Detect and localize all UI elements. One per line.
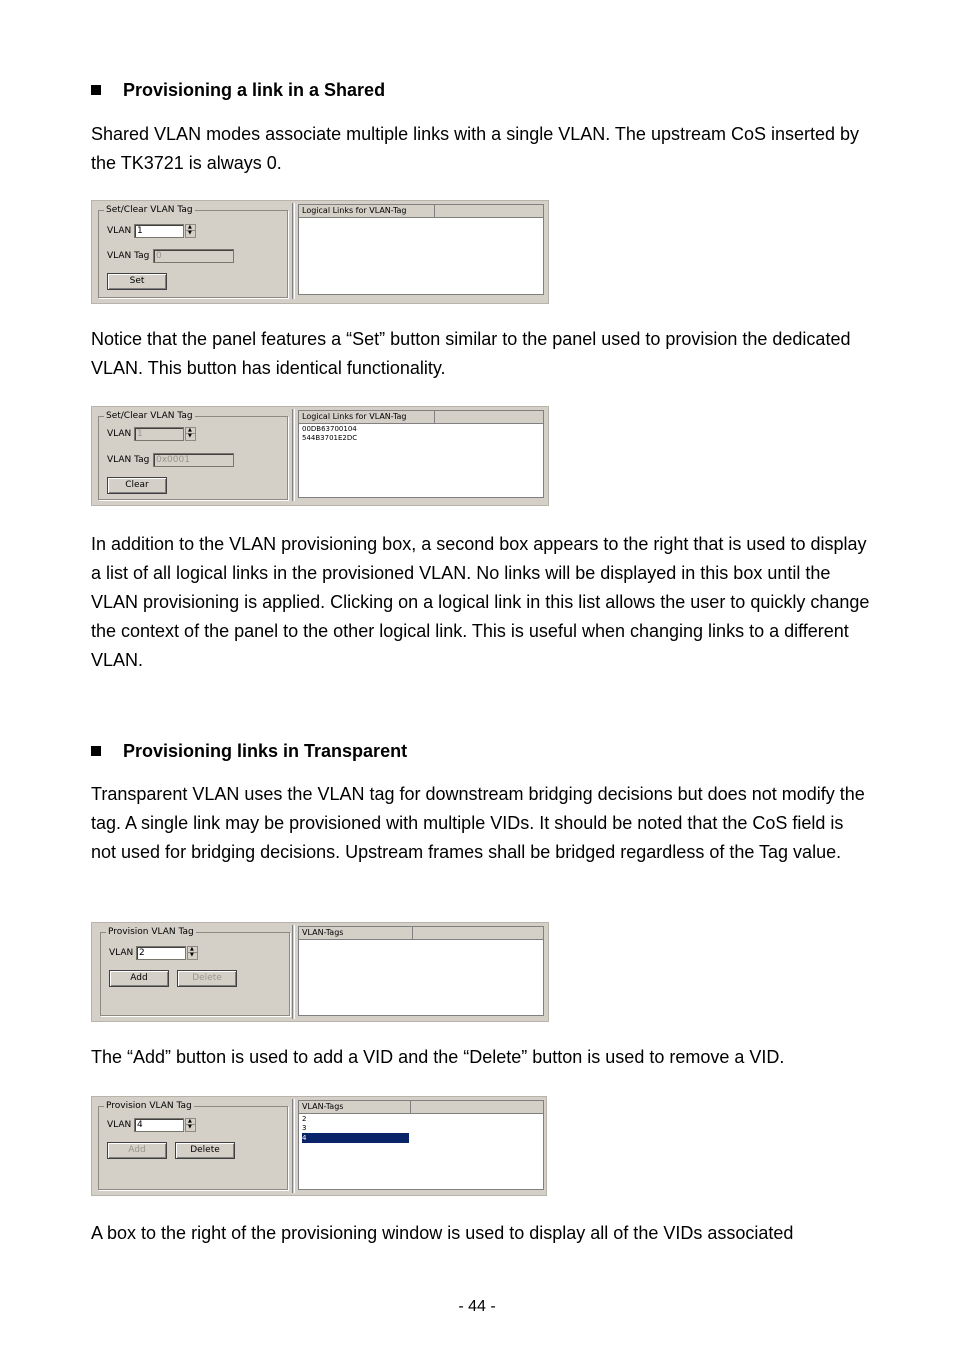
list-column-header-empty[interactable] bbox=[413, 927, 543, 940]
vlan-tags-list[interactable] bbox=[298, 1100, 544, 1190]
vlan-tag-field: 0 bbox=[153, 249, 234, 263]
notice-text: Notice that the panel features a “Set” button similar to the panel used to provision the dedicated VLAN. This button has identical functionality. bbox=[91, 329, 851, 378]
vlan-input[interactable]: 4 bbox=[134, 1118, 184, 1132]
add-button[interactable]: Add bbox=[109, 970, 169, 987]
section-heading-transparent: Provisioning links in Transparent bbox=[91, 740, 407, 762]
transparent-add-panel bbox=[91, 922, 549, 1022]
shared-clear-panel bbox=[91, 406, 549, 506]
transparent-intro: Transparent VLAN uses the VLAN tag for downstream bridging decisions but does not modify the tag. A single link may be provisioned with multiple VIDs. It should be noted that the CoS field is not used for bridging decisions. Upstream frames shall be bridged regardless of the Tag value. bbox=[91, 784, 865, 862]
list-item[interactable]: 3 bbox=[302, 1124, 307, 1132]
vlan-label: VLAN bbox=[107, 1120, 132, 1130]
list-column-header-empty[interactable] bbox=[411, 1101, 543, 1114]
set-button[interactable]: Set bbox=[107, 273, 167, 290]
body-text: In addition to the VLAN provisioning box, a second box appears to the right that is used to display a list of all logical links in the provisioned VLAN. No links will be displayed in this box until the VLAN provisioning is applied. Clicking on a logical link in this list allows the user to quickly change the context of the panel to the other logical link. This is useful when changing links to a different VLAN. bbox=[91, 534, 870, 670]
vlan-spinner[interactable] bbox=[187, 946, 198, 960]
section-heading-shared: Provisioning a link in a Shared bbox=[91, 79, 385, 101]
add-delete-text: The “Add” button is used to add a VID and the “Delete” button is used to remove a VID. bbox=[91, 1047, 785, 1067]
vlan-label: VLAN bbox=[107, 429, 132, 439]
logical-links-list[interactable] bbox=[298, 410, 544, 498]
panel-divider bbox=[292, 409, 295, 501]
shared-intro: Shared VLAN modes associate multiple links with a single VLAN. The upstream CoS inserted by the TK3721 is always 0. bbox=[91, 124, 860, 173]
panel-divider bbox=[292, 1099, 295, 1193]
shared-set-panel bbox=[91, 200, 549, 304]
vlan-tags-list[interactable] bbox=[298, 926, 544, 1016]
transparent-delete-panel bbox=[91, 1096, 547, 1196]
spin-down-icon[interactable]: ▼ bbox=[188, 1124, 192, 1130]
spin-up-icon[interactable]: ▲ bbox=[188, 1118, 192, 1124]
spin-down-icon[interactable]: ▼ bbox=[190, 952, 194, 958]
vlan-spinner bbox=[185, 427, 196, 441]
list-item[interactable]: 00DB63700104 bbox=[302, 425, 357, 433]
spin-down-icon: ▼ bbox=[188, 433, 192, 439]
group-title: Set/Clear VLAN Tag bbox=[106, 411, 193, 421]
closing-text: A box to the right of the provisioning window is used to display all of the VIDs associated bbox=[91, 1223, 794, 1243]
delete-button: Delete bbox=[177, 970, 237, 987]
list-column-header[interactable]: Logical Links for VLAN-Tag bbox=[299, 205, 435, 218]
panel-divider bbox=[292, 925, 295, 1019]
square-bullet-icon bbox=[91, 746, 101, 756]
vlan-tag-field: 0x0001 bbox=[153, 453, 234, 467]
vlan-spinner[interactable] bbox=[185, 1118, 196, 1132]
square-bullet-icon bbox=[91, 85, 101, 95]
clear-button[interactable]: Clear bbox=[107, 477, 167, 494]
list-item-selected[interactable]: 4 bbox=[302, 1133, 409, 1143]
spin-up-icon[interactable]: ▲ bbox=[188, 224, 192, 230]
group-title: Set/Clear VLAN Tag bbox=[106, 205, 193, 215]
vlan-tag-label: VLAN Tag bbox=[107, 251, 150, 261]
vlan-label: VLAN bbox=[109, 948, 134, 958]
vlan-input: 1 bbox=[134, 427, 184, 441]
spin-up-icon[interactable]: ▲ bbox=[190, 946, 194, 952]
list-column-header[interactable]: VLAN-Tags bbox=[299, 1101, 411, 1114]
vlan-label: VLAN bbox=[107, 226, 132, 236]
delete-button[interactable]: Delete bbox=[175, 1142, 235, 1159]
list-column-header[interactable]: VLAN-Tags bbox=[299, 927, 413, 940]
list-column-header-empty[interactable] bbox=[435, 411, 543, 424]
logical-links-list[interactable] bbox=[298, 204, 544, 295]
vlan-input[interactable]: 2 bbox=[136, 946, 186, 960]
page-number: - 44 - bbox=[458, 1298, 496, 1315]
vlan-input[interactable]: 1 bbox=[134, 224, 184, 238]
spin-up-icon: ▲ bbox=[188, 427, 192, 433]
group-title: Provision VLAN Tag bbox=[108, 927, 194, 937]
add-button: Add bbox=[107, 1142, 167, 1159]
panel-divider bbox=[292, 203, 295, 299]
vlan-spinner[interactable] bbox=[185, 224, 196, 238]
list-item[interactable]: 2 bbox=[302, 1115, 307, 1123]
list-column-header-empty[interactable] bbox=[435, 205, 543, 218]
spin-down-icon[interactable]: ▼ bbox=[188, 230, 192, 236]
vlan-tag-label: VLAN Tag bbox=[107, 455, 150, 465]
list-item[interactable]: 544B3701E2DC bbox=[302, 434, 358, 442]
list-column-header[interactable]: Logical Links for VLAN-Tag bbox=[299, 411, 435, 424]
group-title: Provision VLAN Tag bbox=[106, 1101, 192, 1111]
